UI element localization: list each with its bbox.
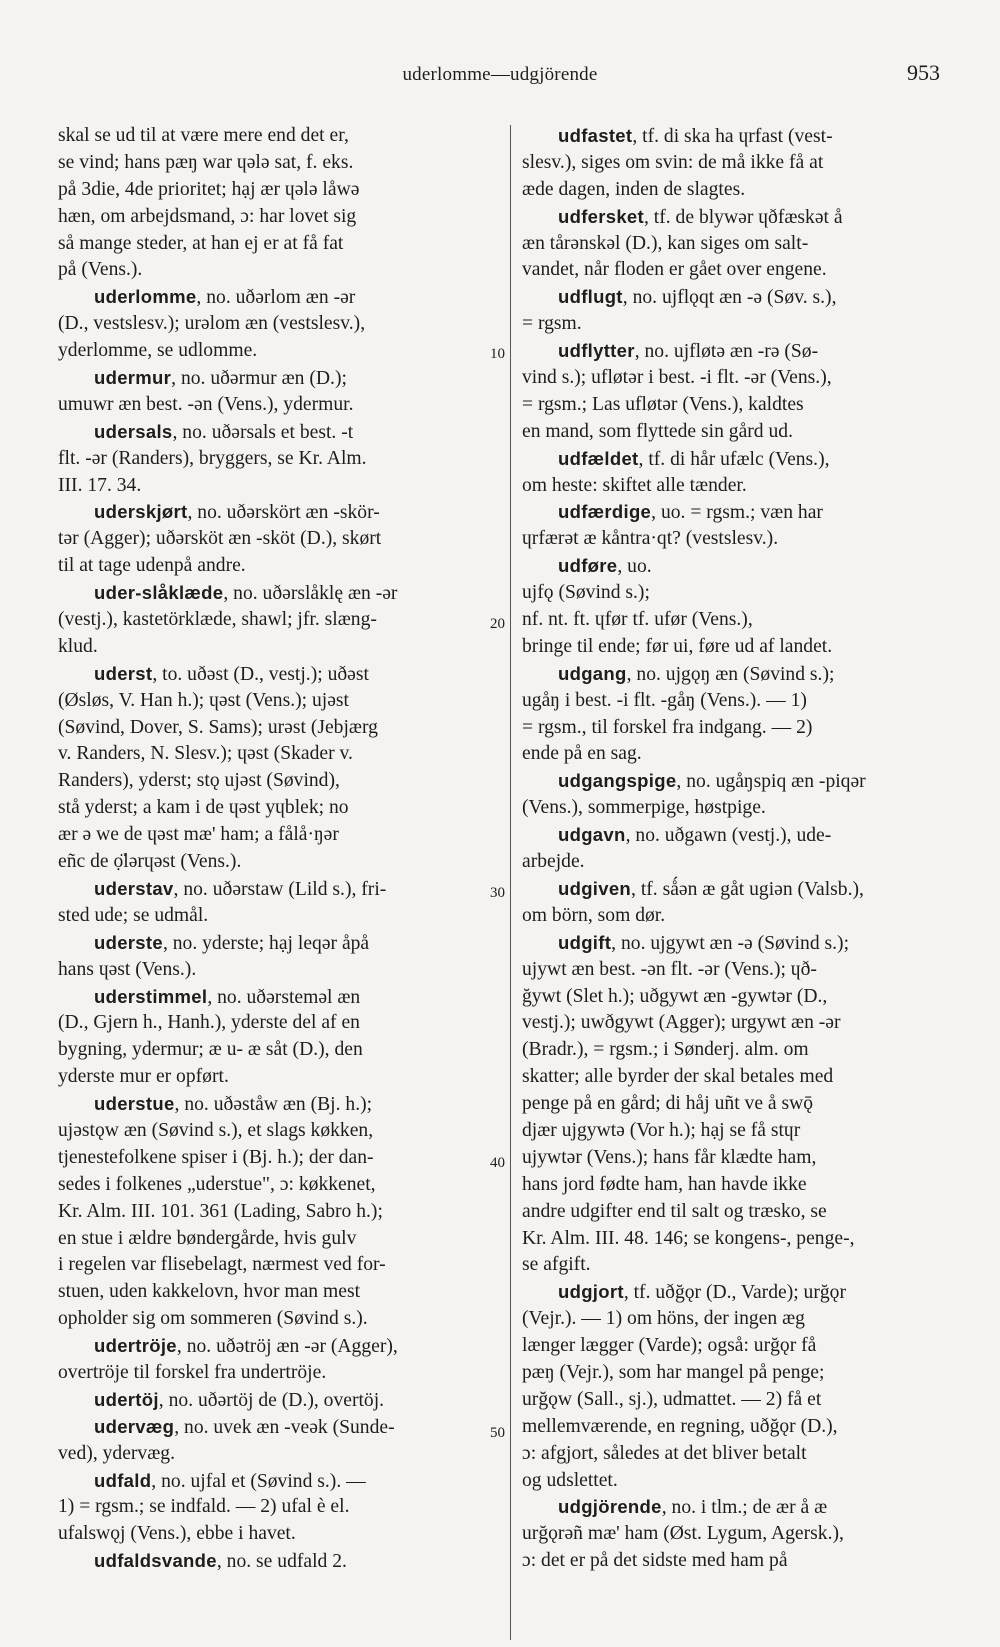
text-line: = rgsm., til forskel fra indgang. — 2) bbox=[522, 716, 813, 738]
text-line: udgavn, no. uðgawn (vestj.), ude- bbox=[558, 824, 832, 847]
text-line: ved), ydervæg. bbox=[58, 1442, 175, 1464]
headword: udfærdige bbox=[558, 501, 652, 523]
text-line: overtröje til forskel fra undertröje. bbox=[58, 1361, 327, 1383]
text-line: djær ujgywtə (Vor h.); hạj se få stɥr bbox=[522, 1119, 801, 1141]
text-line: III. 17. 34. bbox=[58, 474, 142, 496]
headword: udføre bbox=[558, 555, 618, 577]
text-line: bringe til ende; før ui, føre ud af landet. bbox=[522, 635, 833, 657]
text-line: udflytter, no. ujfløtə æn -rə (Sø- bbox=[558, 340, 819, 363]
text-line: udertröje, no. uðətröj æn -ər (Agger), bbox=[94, 1335, 398, 1358]
headword: udfersket bbox=[558, 205, 644, 227]
text-line: og udslettet. bbox=[522, 1469, 618, 1491]
text-line: uderskjørt, no. uðərskört æn -skör- bbox=[94, 501, 380, 524]
text-line: skatter; alle byrder der skal betales med bbox=[522, 1066, 834, 1088]
text-line: klud. bbox=[58, 635, 98, 657]
text-line: Randers), yderst; stǫ ujəst (Søvind), bbox=[58, 770, 340, 792]
headword: udertöj bbox=[94, 1388, 159, 1410]
headword: udgang bbox=[558, 662, 627, 684]
text-line: udføre, uo. bbox=[558, 555, 652, 578]
text-line: udflugt, no. ujflǫqt æn -ə (Søv. s.), bbox=[558, 286, 837, 309]
headword: udgjort bbox=[558, 1281, 624, 1303]
text-line: tər (Agger); uðərsköt æn -sköt (D.), skørt bbox=[58, 528, 382, 550]
text-line: æn tårənskəl (D.), kan siges om salt- bbox=[522, 232, 809, 254]
text-line: nf. nt. ft. ɥfør tf. ufør (Vens.), bbox=[522, 609, 753, 631]
text-line: ɔ: det er på det sidste med ham på bbox=[522, 1550, 788, 1572]
text-line: eñc de ọ̈lərɥəst (Vens.). bbox=[58, 851, 242, 873]
headword: uderste bbox=[94, 931, 163, 953]
text-line: umuwr æn best. -ən (Vens.), ydermur. bbox=[58, 393, 354, 415]
text-line: udfaldsvande, no. se udfald 2. bbox=[94, 1550, 347, 1573]
text-line: udertöj, no. uðərtöj de (D.), overtöj. bbox=[94, 1388, 385, 1411]
text-line: udfærdige, uo. = rgsm.; væn har bbox=[558, 501, 823, 524]
text-line: arbejde. bbox=[522, 851, 585, 873]
text-line: udervæg, no. uvek æn -veək (Sunde- bbox=[94, 1415, 395, 1438]
text-line: skal se ud til at være mere end det er, bbox=[58, 125, 349, 146]
text-line: ğywt (Slet h.); uðgywt æn -gywtər (D., bbox=[522, 985, 828, 1007]
headword: udersals bbox=[94, 420, 173, 442]
text-line: v. Randers, N. Slesv.); ɥəst (Skader v. bbox=[58, 743, 353, 765]
text-line: sted ude; se udmål. bbox=[58, 904, 209, 926]
right-column bbox=[522, 123, 962, 1575]
text-line: udgjort, tf. uðğǫr (D., Varde); urğǫr bbox=[558, 1281, 847, 1304]
headword: udermur bbox=[94, 367, 172, 389]
text-line: (D., Gjern h., Hanh.), yderste del af en bbox=[58, 1012, 360, 1034]
text-line: vandet, når floden er gået over engene. bbox=[522, 259, 827, 281]
text-line: ɔ: afgjort, således at det bliver betalt bbox=[522, 1442, 807, 1464]
text-line: uder-slåklæde, no. uðərslåklę æn -ər bbox=[94, 582, 398, 605]
text-line: hans ɥəst (Vens.). bbox=[58, 958, 197, 980]
text-line: (Bradr.), = rgsm.; i Sønderj. alm. om bbox=[522, 1039, 809, 1061]
headword: udgiven bbox=[558, 877, 632, 899]
text-line: uderstue, no. uðəståw æn (Bj. h.); bbox=[94, 1093, 373, 1116]
text-line: på 3die, 4de prioritet; hạj ær ɥələ låwə bbox=[58, 178, 360, 200]
text-line: hæn, om arbejdsmand, ɔ: har lovet sig bbox=[58, 205, 357, 227]
text-line: udermur, no. uðərmur æn (D.); bbox=[94, 367, 347, 390]
line-number-marker: 40 bbox=[490, 1155, 505, 1171]
line-number-marker: 20 bbox=[490, 616, 505, 632]
text-line: udgang, no. ujgǫŋ æn (Søvind s.); bbox=[558, 662, 835, 685]
text-line: udersals, no. uðərsals et best. -t bbox=[94, 420, 354, 443]
headword: uderlomme bbox=[94, 286, 197, 308]
headword: uderstav bbox=[94, 877, 174, 899]
text-line: pæŋ (Vejr.), som har mangel på penge; bbox=[522, 1361, 825, 1383]
text-line: sedes i folkenes „uderstue", ɔ: køkkenet, bbox=[58, 1173, 376, 1195]
running-head: uderlomme—udgjörende bbox=[402, 64, 598, 85]
text-line: uderlomme, no. uðərlom æn -ər bbox=[94, 286, 356, 309]
text-line: stuen, uden kakkelovn, hvor man mest bbox=[58, 1281, 361, 1303]
text-line: udfersket, tf. de blywər ɥðfæskət å bbox=[558, 205, 843, 228]
text-line: urğǫw (Sall., sj.), udmattet. — 2) få et bbox=[522, 1388, 822, 1410]
text-line: (Søvind, Dover, S. Sams); urəst (Jebjærg bbox=[58, 716, 378, 738]
headword: udervæg bbox=[94, 1415, 175, 1437]
text-line: ufalswǫj (Vens.), ebbe i havet. bbox=[58, 1523, 296, 1545]
text-line: (Vejr.). — 1) om höns, der ingen æg bbox=[522, 1308, 805, 1330]
text-line: urğǫrəñ mæ' ham (Øst. Lygum, Agersk.), bbox=[522, 1523, 844, 1545]
text-line: (D., vestslesv.); urəlom æn (vestslesv.), bbox=[58, 313, 366, 335]
headword: udflugt bbox=[558, 286, 623, 308]
text-line: penge på en gård; di håj uñt ve å swǭ bbox=[522, 1093, 814, 1115]
left-column bbox=[58, 123, 508, 1575]
text-line: slesv.), siges om svin: de må ikke få at bbox=[522, 151, 824, 173]
text-line: yderste mur er opført. bbox=[58, 1066, 229, 1088]
headword: uderstue bbox=[94, 1093, 175, 1115]
headword: udgavn bbox=[558, 824, 626, 846]
text-line: til at tage udenpå andre. bbox=[58, 555, 246, 577]
text-line: stå yderst; a kam i de ɥəst yɥblek; no bbox=[58, 797, 349, 819]
text-line: udgangspige, no. ugåŋspiq æn -piqər bbox=[558, 770, 866, 793]
headword: uderst bbox=[94, 662, 153, 684]
text-line: tjenestefolkene spiser i (Bj. h.); der dan- bbox=[58, 1146, 374, 1168]
text-line: vind s.); ufløtər i best. -i flt. -ər (Vens.), bbox=[522, 367, 832, 389]
text-line: (Øsløs, V. Han h.); ɥəst (Vens.); ujəst bbox=[58, 689, 349, 711]
text-line: mellemværende, en regning, uðğǫr (D.), bbox=[522, 1415, 838, 1437]
text-line: opholder sig om sommeren (Søvind s.). bbox=[58, 1308, 368, 1330]
text-line: = rgsm. bbox=[522, 313, 582, 335]
text-line: 1) = rgsm.; se indfald. — 2) ufal è el. bbox=[58, 1496, 350, 1518]
column-divider bbox=[510, 125, 511, 1640]
headword: uderstimmel bbox=[94, 985, 208, 1007]
headword: uder-slåklæde bbox=[94, 582, 224, 604]
line-number-marker: 10 bbox=[490, 346, 505, 362]
text-line: uderstimmel, no. uðərstemǝl æn bbox=[94, 985, 361, 1008]
text-line: (Vens.), sommerpige, høstpige. bbox=[522, 797, 766, 819]
text-line: udgiven, tf. sǻən æ gåt ugiən (Valsb.), bbox=[558, 877, 864, 900]
text-line: udgift, no. ujgywt æn -ə (Søvind s.); bbox=[558, 931, 850, 954]
text-line: ær ə we de ɥəst mæ' ham; a fålå·ŋər bbox=[58, 824, 339, 846]
text-line: flt. -ər (Randers), bryggers, se Kr. Alm. bbox=[58, 447, 367, 469]
text-line: se vind; hans pæŋ war ɥələ sat, f. eks. bbox=[58, 151, 354, 173]
headword: udfastet bbox=[558, 125, 633, 146]
text-line: hans jord fødte ham, han havde ikke bbox=[522, 1173, 807, 1195]
headword: udgjörende bbox=[558, 1496, 662, 1518]
text-line: = rgsm.; Las ufløtər (Vens.), kaldtes bbox=[522, 393, 804, 415]
headword: udertröje bbox=[94, 1335, 177, 1357]
headword: udfald bbox=[94, 1469, 152, 1491]
text-line: (vestj.), kastetörklæde, shawl; jfr. slæng- bbox=[58, 609, 377, 631]
text-line: Kr. Alm. III. 48. 146; se kongens-, penge-, bbox=[522, 1227, 855, 1249]
text-line: udfastet, tf. di ska ha ɥrfast (vest- bbox=[558, 125, 833, 147]
text-line: vestj.); uwðgywt (Agger); urgywt æn -ər bbox=[522, 1012, 841, 1034]
text-line: ujəstǫw æn (Søvind s.), et slags køkken, bbox=[58, 1119, 374, 1141]
text-line: bygning, ydermur; æ u- æ såt (D.), den bbox=[58, 1039, 363, 1061]
text-line: ɥrfærət æ kåntra·qt? (vestslesv.). bbox=[522, 528, 779, 550]
page-header bbox=[0, 58, 1000, 88]
text-line: en stue i ældre bøndergårde, hvis gulv bbox=[58, 1227, 357, 1249]
text-line: ujywt æn best. -ən flt. -ər (Vens.); ɥð- bbox=[522, 958, 817, 980]
headword: udflytter bbox=[558, 340, 635, 362]
text-line: ugåŋ i best. -i flt. -gåŋ (Vens.). — 1) bbox=[522, 689, 807, 711]
text-line: længer lægger (Varde); også: urğǫr få bbox=[522, 1335, 817, 1357]
headword: udfældet bbox=[558, 447, 639, 469]
headword: uderskjørt bbox=[94, 501, 188, 523]
text-line: yderlomme, se udlomme. bbox=[58, 340, 258, 362]
text-line: om börn, som dør. bbox=[522, 904, 666, 926]
text-line: udfældet, tf. di hår ufælc (Vens.), bbox=[558, 447, 830, 470]
line-number-marker: 30 bbox=[490, 885, 505, 901]
text-line: uderstav, no. uðərstaw (Lild s.), fri- bbox=[94, 877, 387, 900]
text-line: udgjörende, no. i tlm.; de ær å æ bbox=[558, 1496, 828, 1519]
headword: udgift bbox=[558, 931, 612, 953]
text-line: i regelen var flisebelagt, nærmest ved for- bbox=[58, 1254, 386, 1276]
page-number: 953 bbox=[907, 60, 940, 85]
line-number-marker: 50 bbox=[490, 1425, 505, 1441]
text-line: ende på en sag. bbox=[522, 743, 642, 765]
text-line: uderst, to. uðəst (D., vestj.); uðəst bbox=[94, 662, 369, 685]
text-line: om heste: skiftet alle tænder. bbox=[522, 474, 747, 496]
text-line: en mand, som flyttede sin gård ud. bbox=[522, 420, 793, 442]
text-line: så mange steder, at han ej er at få fat bbox=[58, 232, 344, 254]
text-line: uderste, no. yderste; hạj leqər åpå bbox=[94, 931, 370, 954]
headword: udgangspige bbox=[558, 770, 677, 792]
text-line: æde dagen, inden de slagtes. bbox=[522, 178, 746, 200]
text-line: udfald, no. ujfal et (Søvind s.). — bbox=[94, 1469, 366, 1492]
text-line: ujywtər (Vens.); hans får klædte ham, bbox=[522, 1146, 817, 1168]
text-line: på (Vens.). bbox=[58, 259, 143, 281]
text-line: andre udgifter end til salt og træsko, se bbox=[522, 1200, 827, 1222]
text-line: Kr. Alm. III. 101. 361 (Lading, Sabro h.); bbox=[58, 1200, 383, 1222]
headword: udfaldsvande bbox=[94, 1550, 217, 1572]
text-line: se afgift. bbox=[522, 1254, 591, 1276]
text-line: ujfǫ (Søvind s.); bbox=[522, 582, 650, 604]
